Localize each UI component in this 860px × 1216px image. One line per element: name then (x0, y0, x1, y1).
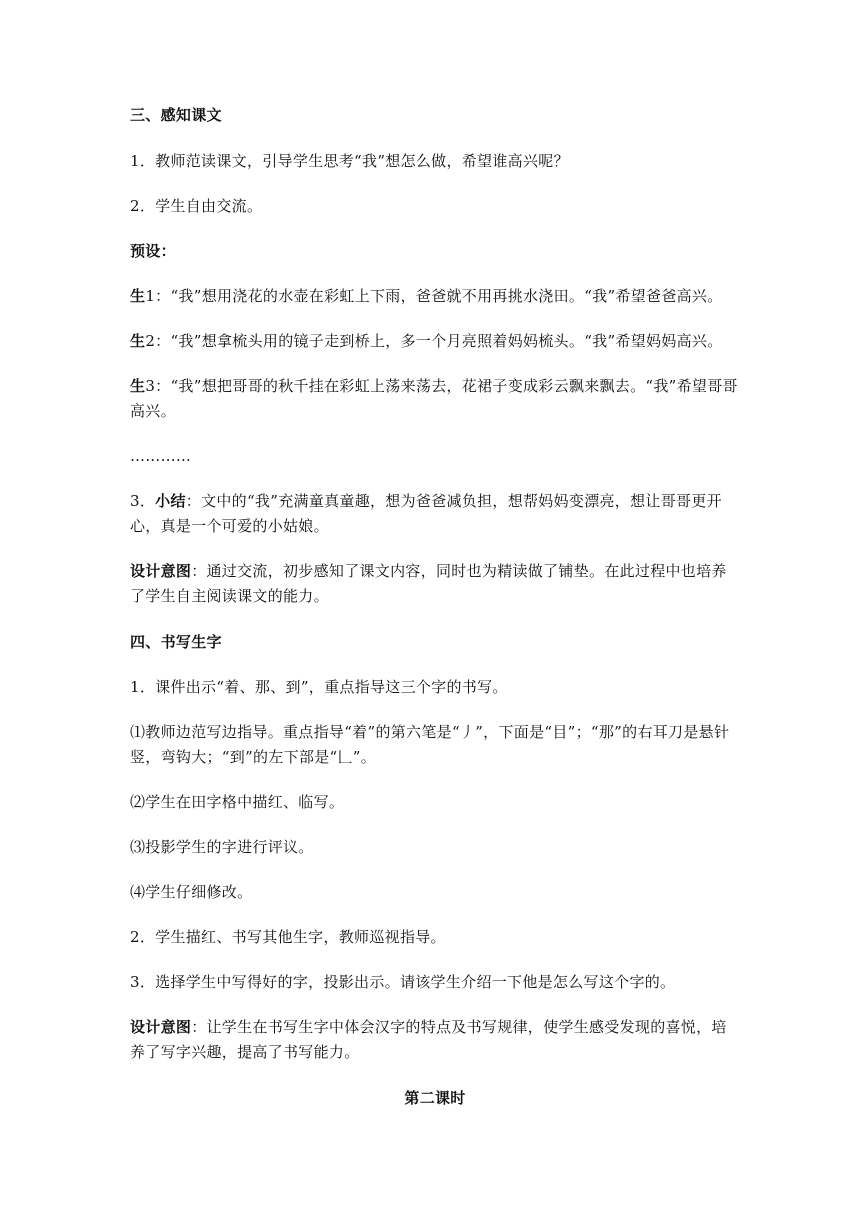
student-answer-1 (130, 284, 740, 309)
section-4-sub-3: ⑶投影学生的字进行评议。 (130, 838, 314, 856)
section-3-design-intent (130, 559, 740, 609)
summary-text: ：文中的“我”充满童真童趣，想为爸爸减负担，想帮妈妈变漂亮，想让哥哥更开心，真是一个可爱的小姑娘。 (130, 492, 722, 535)
student-label: 生 (130, 332, 146, 350)
student-label: 生 (130, 287, 146, 305)
student-answer-text: 1：“我”想用浇花的水壶在彩虹上下雨，爸爸就不用再挑水浇田。“我”希望爸爸高兴。 (145, 287, 723, 305)
section-4-step-3: 3．选择学生中写得好的字，投影出示。请该学生介绍一下他是怎么写这个字的。 (130, 973, 676, 991)
student-label: 生 (130, 377, 146, 395)
summary-number: 3． (130, 492, 156, 510)
design-intent-label: 设计意图 (130, 562, 192, 580)
lesson-2-title: 第二课时 (404, 1089, 466, 1107)
section-4-step-2: 2．学生描红、书写其他生字，教师巡视指导。 (130, 928, 446, 946)
section-4-step-1: 1．课件出示“着、那、到”，重点指导这三个字的书写。 (130, 678, 508, 696)
section-4-sub-4: ⑷学生仔细修改。 (130, 883, 253, 901)
ellipsis: ………… (130, 447, 192, 465)
student-answer-text: 2：“我”想拿梳头用的镜子走到桥上，多一个月亮照着妈妈梳头。“我”希望妈妈高兴。 (145, 332, 723, 350)
section-3-step-2: 2．学生自由交流。 (130, 197, 263, 215)
section-3-step-1: 1．教师范读课文，引导学生思考“我”想怎么做，希望谁高兴呢？ (130, 152, 569, 170)
design-intent-text: ：让学生在书写生字中体会汉字的特点及书写规律，使学生感受发现的喜悦，培养了写字兴趣，提高了书写能力。 (130, 1018, 727, 1061)
design-intent-text: ：通过交流，初步感知了课文内容，同时也为精读做了铺垫。在此过程中也培养了学生自主阅读课文的能力。 (130, 562, 727, 605)
section-4-design-intent (130, 1015, 740, 1065)
design-intent-label: 设计意图 (130, 1018, 192, 1036)
preset-label: 预设： (130, 242, 176, 260)
section-4-heading: 四、书写生字 (130, 633, 222, 651)
section-4-sub-2: ⑵学生在田字格中描红、临写。 (130, 793, 345, 811)
section-4-sub-1: ⑴教师边范写边指导。重点指导“着”的第六笔是“丿”，下面是“目”；“那”的右耳刀是悬针竖，弯钩大；“到”的左下部是“𠃊”。 (130, 723, 730, 766)
summary-label: 小结 (155, 492, 186, 510)
section-3-summary (130, 489, 740, 539)
document-body (130, 103, 740, 1111)
student-answer-2 (130, 329, 740, 354)
section-3-heading: 三、感知课文 (130, 106, 222, 124)
student-answer-3 (130, 374, 740, 424)
student-answer-text: 3：“我”想把哥哥的秋千挂在彩虹上荡来荡去，花裙子变成彩云飘来飘去。“我”希望哥哥高兴。 (130, 377, 738, 420)
